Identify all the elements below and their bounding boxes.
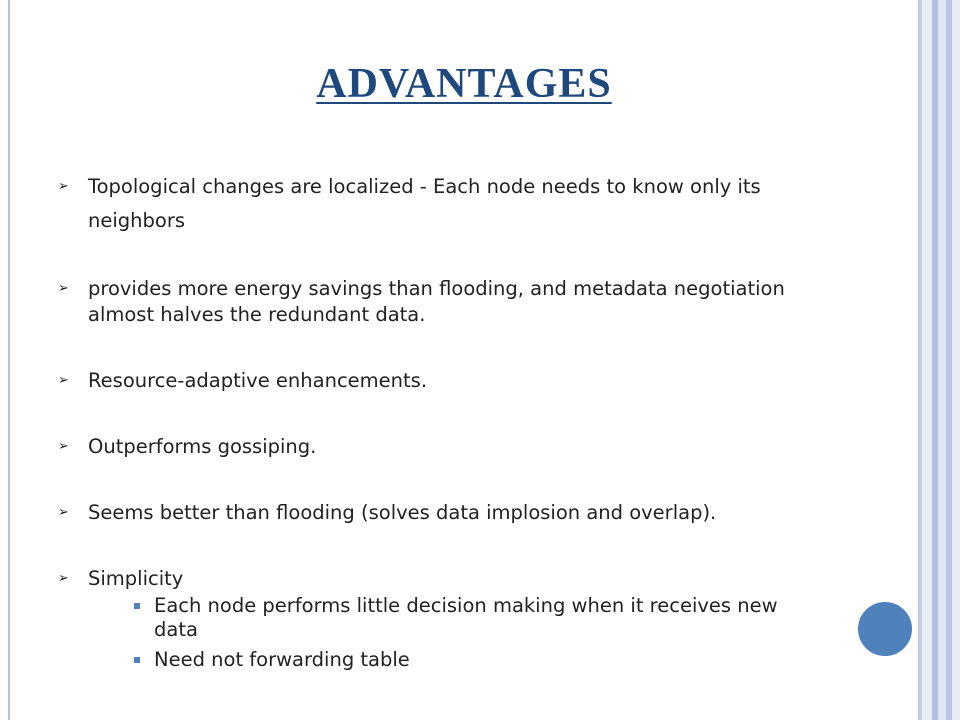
sub-bullet-text: Each node performs little decision making when it receives new data [154, 594, 778, 641]
bullet-text: provides more energy savings than flooding, and metadata negotiation almost halves the redundant data. [88, 277, 785, 326]
bullet-item [56, 500, 826, 526]
slide-title: ADVANTAGES [316, 61, 612, 107]
right-decor-stripe [938, 0, 946, 720]
arrow-bullet-icon: ➢ [58, 281, 69, 296]
bullet-item [56, 170, 826, 238]
arrow-bullet-icon: ➢ [58, 571, 69, 586]
bullet-text: Seems better than flooding (solves data implosion and overlap). [88, 501, 717, 524]
arrow-bullet-icon: ➢ [58, 439, 69, 454]
sub-bullet-item [88, 648, 826, 672]
bullet-list [56, 170, 826, 678]
bullet-text: Resource-adaptive enhancements. [88, 369, 428, 392]
right-decor-stripe [922, 0, 932, 720]
bullet-item [56, 276, 826, 328]
right-decor-stripe [952, 0, 960, 720]
bullet-item [56, 434, 826, 460]
bullet-text: Outperforms gossiping. [88, 435, 317, 458]
bullet-item [56, 566, 826, 672]
sub-bullet-item [88, 594, 826, 642]
decor-circle [856, 600, 914, 658]
bullet-item [56, 368, 826, 394]
arrow-bullet-icon: ➢ [58, 505, 69, 520]
arrow-bullet-icon: ➢ [58, 373, 69, 388]
arrow-bullet-icon: ➢ [58, 179, 69, 194]
sub-bullet-list [88, 594, 826, 672]
left-border-line [8, 0, 10, 720]
square-bullet-icon [134, 603, 140, 609]
square-bullet-icon [134, 657, 140, 663]
bullet-text: Simplicity [88, 567, 184, 590]
sub-bullet-text: Need not forwarding table [154, 648, 410, 671]
bullet-text: Topological changes are localized - Each node needs to know only its neighbors [88, 175, 761, 232]
